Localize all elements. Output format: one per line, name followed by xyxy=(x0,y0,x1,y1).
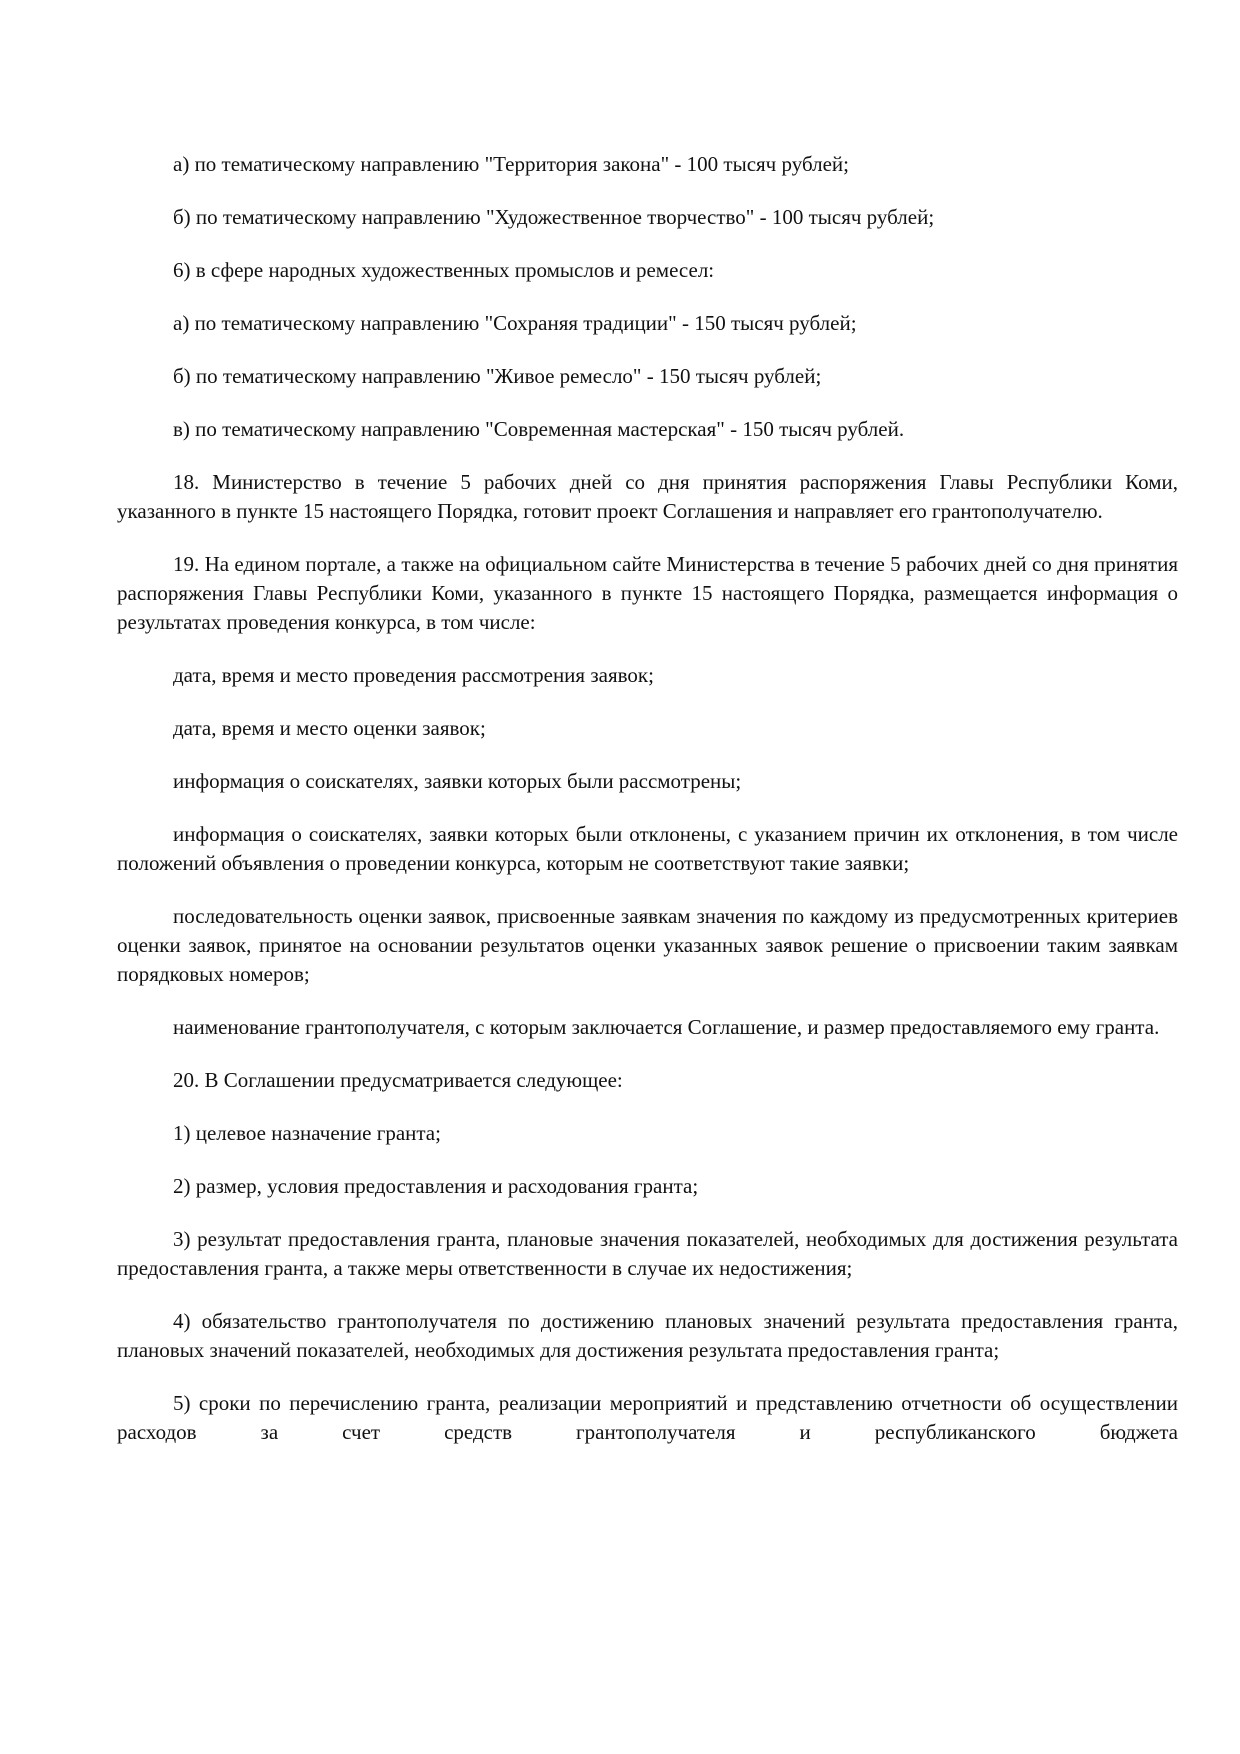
paragraph: 5) сроки по перечислению гранта, реализации мероприятий и представлению отчетности об осуществлении расходов за счет средств грантополучателя и республиканского бюджета xyxy=(117,1391,1178,1444)
paragraph: 1) целевое назначение гранта; xyxy=(173,1121,441,1145)
paragraph: 2) размер, условия предоставления и расходования гранта; xyxy=(173,1174,699,1198)
paragraph: информация о соискателях, заявки которых были рассмотрены; xyxy=(173,769,742,793)
paragraph: 6) в сфере народных художественных промыслов и ремесел: xyxy=(173,258,715,282)
paragraph: 20. В Соглашении предусматривается следующее: xyxy=(173,1068,623,1092)
paragraph: в) по тематическому направлению "Современная мастерская" - 150 тысяч рублей. xyxy=(173,417,905,441)
paragraph: дата, время и место оценки заявок; xyxy=(173,716,486,740)
paragraph: 3) результат предоставления гранта, плановые значения показателей, необходимых для достижения результата предоставления гранта, а также меры ответственности в случае их недостижения; xyxy=(117,1227,1178,1280)
paragraph: 4) обязательство грантополучателя по достижению плановых значений результата предоставления гранта, плановых значений показателей, необходимых для достижения результата предоставления гранта; xyxy=(117,1309,1178,1362)
paragraph: а) по тематическому направлению "Сохраняя традиции" - 150 тысяч рублей; xyxy=(173,311,857,335)
paragraph: наименование грантополучателя, с которым заключается Соглашение, и размер предоставляемого ему гранта. xyxy=(173,1015,1160,1039)
paragraph: дата, время и место проведения рассмотрения заявок; xyxy=(173,663,654,687)
document-page xyxy=(117,150,1178,1471)
paragraph: последовательность оценки заявок, присвоенные заявкам значения по каждому из предусмотренных критериев оценки заявок, принятое на основании результатов оценки указанных заявок решение о присвоении таким заявкам порядковых номеров; xyxy=(117,904,1178,986)
paragraph: б) по тематическому направлению "Живое ремесло" - 150 тысяч рублей; xyxy=(173,364,822,388)
paragraph: информация о соискателях, заявки которых были отклонены, с указанием причин их отклонения, в том числе положений объявления о проведении конкурса, которым не соответствуют такие заявки; xyxy=(117,822,1178,875)
paragraph: б) по тематическому направлению "Художественное творчество" - 100 тысяч рублей; xyxy=(173,205,935,229)
paragraph: 19. На едином портале, а также на официальном сайте Министерства в течение 5 рабочих дней со дня принятия распоряжения Главы Республики Коми, указанного в пункте 15 настоящего Порядка, размещается информация о результатах проведения конкурса, в том числе: xyxy=(117,552,1178,634)
paragraph: 18. Министерство в течение 5 рабочих дней со дня принятия распоряжения Главы Республики Коми, указанного в пункте 15 настоящего Порядка, готовит проект Соглашения и направляет его грантополучателю. xyxy=(117,470,1178,523)
paragraph: а) по тематическому направлению "Территория закона" - 100 тысяч рублей; xyxy=(173,152,849,176)
